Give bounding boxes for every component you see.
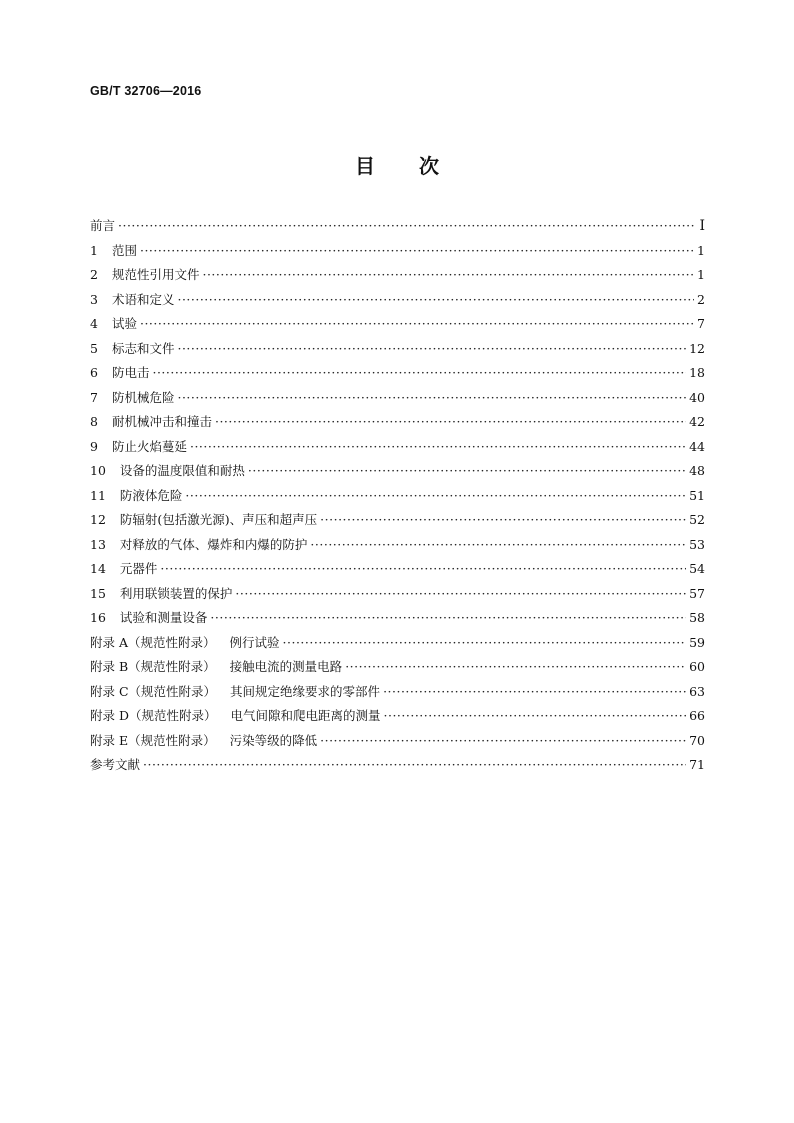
toc-entry-number: 4 — [90, 316, 98, 331]
toc-entry-number: 9 — [90, 438, 98, 454]
toc-entry-page: 52 — [689, 512, 705, 527]
toc-entry-label — [90, 484, 182, 509]
toc-leader-dots — [384, 704, 687, 729]
toc-entry-13[interactable] — [90, 533, 705, 558]
toc-entry-label — [90, 459, 245, 484]
toc-leader-dots — [202, 263, 694, 288]
toc-entry-number: 14 — [90, 561, 106, 576]
toc-entry-title: 例行试验 — [229, 634, 280, 650]
toc-entry-14[interactable] — [90, 557, 705, 582]
toc-entry-title: 试验和测量设备 — [119, 610, 208, 625]
toc-entry-foreword[interactable] — [90, 214, 705, 239]
toc-entry-7[interactable] — [90, 386, 705, 411]
toc-entry-2[interactable] — [90, 263, 705, 288]
toc-leader-dots — [345, 655, 686, 680]
toc-entry-number: 附录 A（规范性附录） — [90, 634, 216, 650]
toc-leader-dots — [177, 386, 686, 411]
toc-entry-label — [90, 361, 149, 386]
toc-leader-dots — [210, 606, 686, 631]
toc-entry-page: 44 — [689, 438, 705, 454]
toc-leader-dots — [152, 361, 686, 386]
toc-entry-label — [90, 435, 187, 460]
toc-entry-11[interactable] — [90, 484, 705, 509]
toc-entry-page: 71 — [689, 757, 705, 772]
toc-entry-page: 48 — [689, 463, 705, 478]
toc-entry-page: Ⅰ — [699, 218, 705, 234]
toc-entry-title: 设备的温度限值和耐热 — [119, 463, 245, 478]
toc-entry-title: 防电击 — [111, 365, 150, 380]
toc-entry-annex-d[interactable] — [90, 704, 705, 729]
toc-entry-page: 42 — [689, 414, 705, 429]
toc-entry-number: 3 — [90, 291, 98, 307]
toc-entry-number: 10 — [90, 463, 106, 478]
toc-entry-number: 5 — [90, 340, 98, 356]
toc-entry-page: 66 — [689, 708, 705, 723]
toc-leader-dots — [310, 533, 686, 558]
toc-entry-page: 70 — [689, 732, 705, 748]
toc-entry-number: 15 — [90, 585, 106, 601]
toc-entry-annex-a[interactable] — [90, 631, 705, 656]
toc-entry-label — [90, 729, 317, 754]
toc-entry-page: 60 — [689, 659, 705, 674]
standard-number: GB/T 32706—2016 — [90, 84, 202, 98]
toc-entry-page: 7 — [697, 316, 705, 331]
toc-entry-label — [90, 631, 280, 656]
toc-entry-label — [90, 557, 157, 582]
toc-entry-16[interactable] — [90, 606, 705, 631]
toc-entry-title: 试验 — [111, 316, 137, 331]
toc-entry-number: 13 — [90, 536, 106, 552]
toc-entry-label — [90, 533, 307, 558]
toc-entry-9[interactable] — [90, 435, 705, 460]
toc-leader-dots — [177, 288, 694, 313]
toc-entry-annex-c[interactable] — [90, 680, 705, 705]
toc-entry-8[interactable] — [90, 410, 705, 435]
toc-entry-label — [90, 337, 174, 362]
toc-entry-page: 57 — [689, 585, 705, 601]
toc-entry-title: 防机械危险 — [111, 389, 175, 405]
toc-entry-title: 污染等级的降低 — [229, 732, 318, 748]
toc-entry-number: 7 — [90, 389, 98, 405]
toc-entry-label — [90, 582, 232, 607]
toc-entry-12[interactable] — [90, 508, 705, 533]
toc-entry-label — [90, 312, 137, 337]
toc-entry-6[interactable] — [90, 361, 705, 386]
toc-entry-number: 前言 — [90, 218, 116, 233]
toc-entry-number: 2 — [90, 267, 98, 282]
toc-entry-page: 58 — [689, 610, 705, 625]
toc-entry-annex-e[interactable] — [90, 729, 705, 754]
toc-entry-title: 其间规定绝缘要求的零部件 — [230, 683, 381, 699]
toc-entry-4[interactable] — [90, 312, 705, 337]
toc-leader-dots — [215, 410, 686, 435]
toc-entry-number: 附录 E（规范性附录） — [90, 732, 216, 748]
toc-entry-annex-b[interactable] — [90, 655, 705, 680]
toc-entry-label — [90, 239, 137, 264]
toc-entry-3[interactable] — [90, 288, 705, 313]
toc-entry-title: 防辐射(包括激光源)、声压和超声压 — [119, 512, 318, 527]
toc-entry-page: 40 — [689, 389, 705, 405]
toc-leader-dots — [140, 312, 694, 337]
toc-entry-title: 电气间隙和爬电距离的测量 — [230, 708, 381, 723]
toc-entry-label — [90, 386, 174, 411]
toc-entry-page: 1 — [697, 242, 705, 258]
toc-entry-15[interactable] — [90, 582, 705, 607]
toc-entry-label — [90, 508, 317, 533]
toc-entry-number: 12 — [90, 512, 106, 527]
toc-entry-title: 耐机械冲击和撞击 — [111, 414, 212, 429]
toc-entry-page: 54 — [689, 561, 705, 576]
toc-entry-number: 6 — [90, 365, 98, 380]
toc-leader-dots — [140, 239, 694, 264]
toc-leader-dots — [118, 214, 696, 239]
toc-entry-label — [90, 263, 199, 288]
toc-entry-title: 防液体危险 — [119, 487, 183, 503]
toc-leader-dots — [320, 729, 686, 754]
toc-entry-title: 术语和定义 — [111, 291, 175, 307]
toc-entry-title: 范围 — [111, 242, 137, 258]
toc-entry-title: 接触电流的测量电路 — [229, 659, 343, 674]
toc-entry-page: 53 — [689, 536, 705, 552]
toc-leader-dots — [383, 680, 686, 705]
toc-entry-page: 12 — [689, 340, 705, 356]
toc-entry-label — [90, 704, 381, 729]
toc-leader-dots — [143, 753, 686, 778]
toc-leader-dots — [160, 557, 686, 582]
toc-entry-label — [90, 214, 115, 239]
toc-leader-dots — [248, 459, 686, 484]
toc-leader-dots — [320, 508, 686, 533]
toc-entry-number: 16 — [90, 610, 106, 625]
toc-entry-label — [90, 753, 140, 778]
toc-title-char: 次 — [419, 154, 439, 178]
toc-entry-page: 1 — [697, 267, 705, 282]
toc-entry-title: 元器件 — [119, 561, 158, 576]
toc-entry-title: 防止火焰蔓延 — [111, 438, 187, 454]
toc-entry-title: 对释放的气体、爆炸和内爆的防护 — [119, 536, 308, 552]
toc-entry-label — [90, 655, 342, 680]
toc-entry-title: 利用联锁装置的保护 — [119, 585, 233, 601]
toc-leader-dots — [177, 337, 686, 362]
toc-leader-dots — [235, 582, 686, 607]
toc-entry-page: 59 — [689, 634, 705, 650]
toc-entry-number: 附录 B（规范性附录） — [90, 659, 216, 674]
toc-entry-number: 参考文献 — [90, 757, 141, 772]
toc-entry-number: 1 — [90, 242, 98, 258]
toc-entry-label — [90, 410, 212, 435]
toc-entry-5[interactable] — [90, 337, 705, 362]
toc-leader-dots — [185, 484, 686, 509]
toc-entry-bibliography[interactable] — [90, 753, 705, 778]
toc-entry-1[interactable] — [90, 239, 705, 264]
toc-entry-number: 附录 C（规范性附录） — [90, 683, 217, 699]
toc-leader-dots — [190, 435, 686, 460]
toc-entry-label — [90, 288, 174, 313]
toc-entry-number: 11 — [90, 487, 106, 503]
toc-entry-page: 18 — [689, 365, 705, 380]
toc-list — [90, 214, 705, 778]
toc-entry-number: 附录 D（规范性附录） — [90, 708, 217, 723]
toc-entry-number: 8 — [90, 414, 98, 429]
toc-entry-page: 51 — [689, 487, 705, 503]
toc-entry-page: 2 — [697, 291, 705, 307]
toc-entry-page: 63 — [689, 683, 705, 699]
toc-entry-label — [90, 680, 380, 705]
toc-title-char: 目 — [355, 154, 375, 178]
toc-entry-title: 标志和文件 — [111, 340, 175, 356]
toc-entry-10[interactable] — [90, 459, 705, 484]
toc-entry-label — [90, 606, 207, 631]
toc-entry-title: 规范性引用文件 — [111, 267, 200, 282]
toc-title — [0, 150, 794, 179]
toc-leader-dots — [283, 631, 687, 656]
